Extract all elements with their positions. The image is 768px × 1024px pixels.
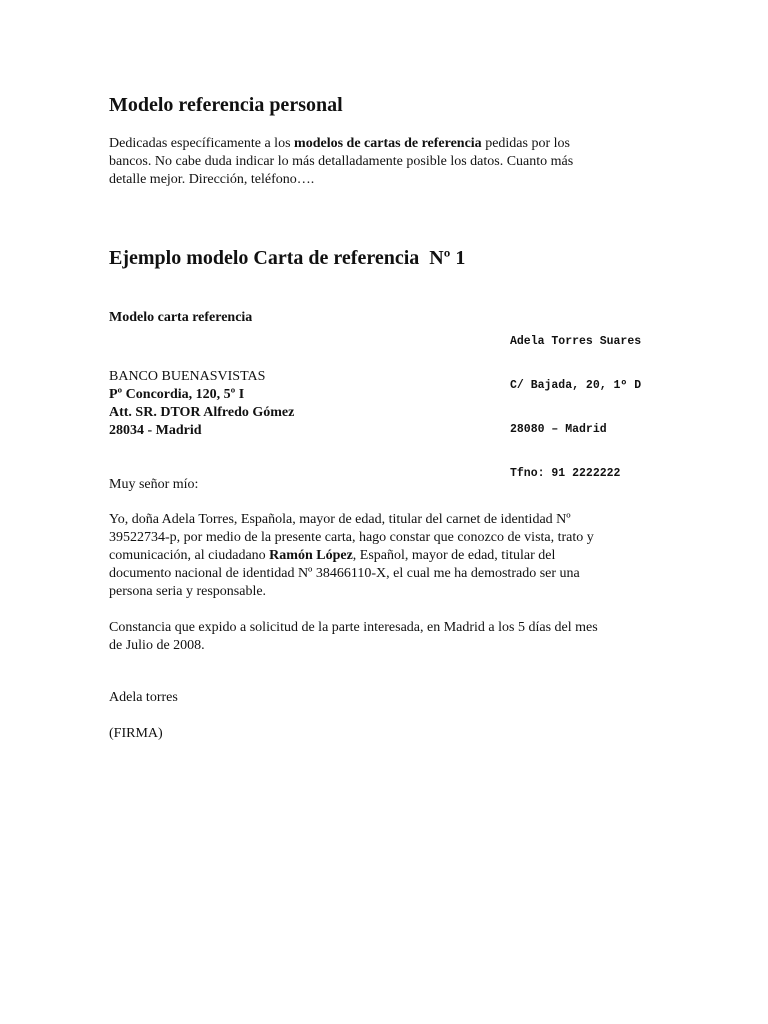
recipient-bank: BANCO BUENASVISTAS <box>109 369 266 384</box>
intro-text-end: pedidas por los <box>481 136 570 151</box>
paragraph-1-line-2: 39522734-p, por medio de la presente carta, hago constar que conozco de vista, trato y <box>109 530 594 545</box>
paragraph-1-line-3 <box>109 547 669 565</box>
paragraph-1-line-5: persona seria y responsable. <box>109 584 267 599</box>
letter-paragraph-1 <box>109 511 669 601</box>
intro-line-1 <box>109 135 669 153</box>
recipient-attention: Att. SR. DTOR Alfredo Gómez <box>109 405 295 420</box>
intro-text-start: Dedicadas específicamente a los <box>109 136 295 151</box>
paragraph-2-line-1: Constancia que expido a solicitud de la parte interesada, en Madrid a los 5 días del mes <box>109 620 598 635</box>
paragraph-1-line-1: Yo, doña Adela Torres, Española, mayor de edad, titular del carnet de identidad Nº <box>109 512 571 527</box>
intro-line-2: bancos. No cabe duda indicar lo más detalladamente posible los datos. Cuanto más <box>109 154 574 169</box>
paragraph-1-line-3-start: comunicación, al ciudadano <box>109 548 270 563</box>
letter-greeting: Muy señor mío: <box>109 477 199 492</box>
page-title: Modelo referencia personal <box>109 94 343 116</box>
recipient-address: Pº Concordia, 120, 5º I <box>109 387 245 402</box>
letter-subheading: Modelo carta referencia <box>109 310 253 325</box>
sender-phone: Tfno: 91 2222222 <box>510 466 621 480</box>
signature-name: Adela torres <box>109 690 178 705</box>
paragraph-1-line-4: documento nacional de identidad Nº 38466110-X, el cual me ha demostrado ser una <box>109 566 580 581</box>
paragraph-1-line-3-end: , Español, mayor de edad, titular del <box>352 548 556 563</box>
letter-paragraph-2 <box>109 619 669 655</box>
intro-bold-link-text: modelos de cartas de referencia <box>294 136 482 151</box>
recipient-city: 28034 - Madrid <box>109 423 202 438</box>
recipient-address-block <box>109 368 294 440</box>
sender-address-block <box>510 306 641 510</box>
sender-name: Adela Torres Suares <box>510 335 642 349</box>
example-title: Ejemplo modelo Carta de referencia Nº 1 <box>109 247 466 269</box>
referenced-person-name: Ramón López <box>269 548 353 563</box>
intro-paragraph <box>109 135 669 189</box>
sender-street: C/ Bajada, 20, 1º D <box>510 378 642 392</box>
paragraph-2-line-2: de Julio de 2008. <box>109 638 205 653</box>
sender-city: 28080 – Madrid <box>510 422 607 436</box>
signature-label: (FIRMA) <box>109 726 163 741</box>
intro-line-3: detalle mejor. Dirección, teléfono…. <box>109 172 315 187</box>
